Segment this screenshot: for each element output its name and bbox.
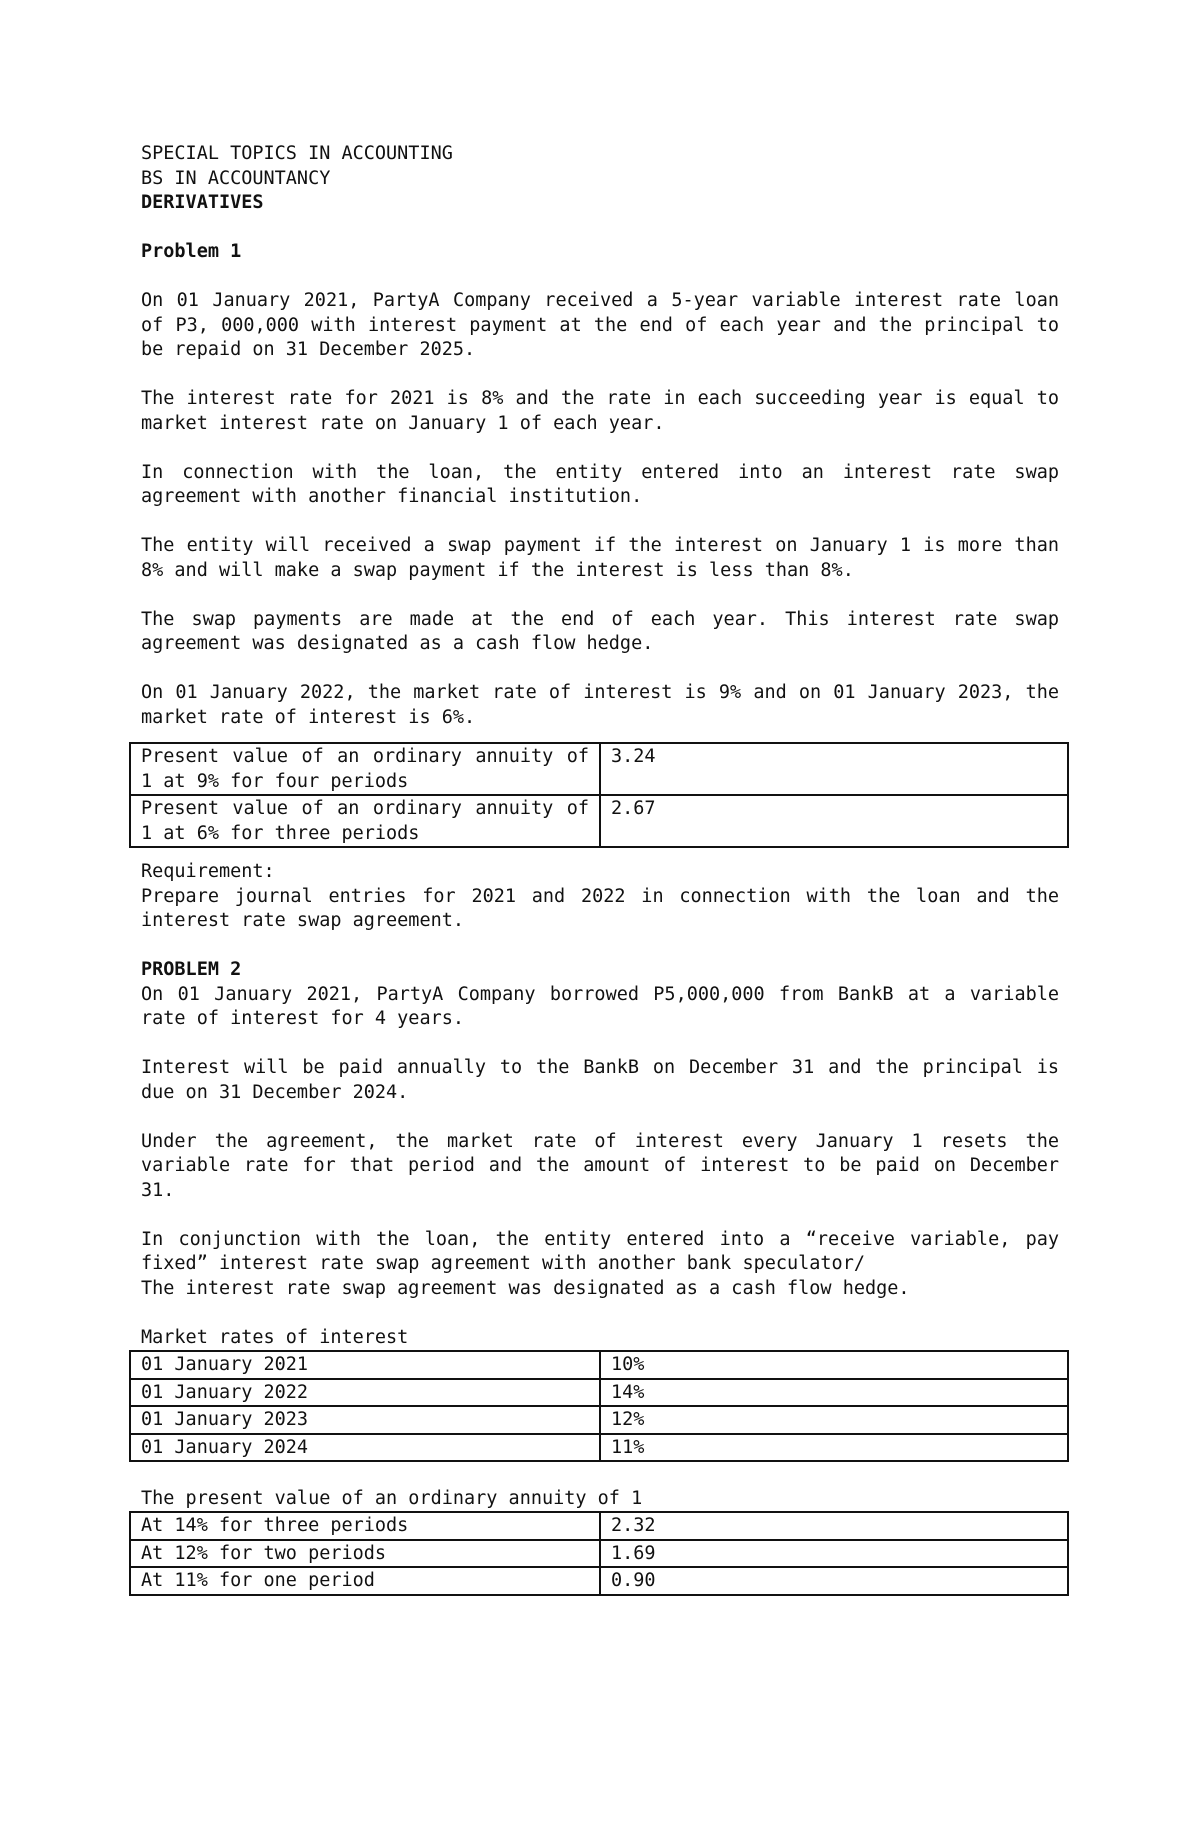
present-value-table: [129, 1511, 1069, 1596]
table-cell-date: 01 January 2022: [130, 1379, 600, 1407]
problem-1-paragraph: The swap payments are made at the end of each year. This interest rate swap agreement was designated as a cash flow hedge.: [141, 608, 1059, 654]
problem-1-paragraph: In connection with the loan, the entity entered into an interest rate swap agreement with another financial institution.: [141, 461, 1059, 507]
problem-2-paragraph: On 01 January 2021, PartyA Company borrowed P5,000,000 from BankB at a variable rate of interest for 4 years.: [141, 983, 1059, 1029]
table-row: [130, 1512, 1068, 1540]
problem-1-paragraph: On 01 January 2022, the market rate of interest is 9% and on 01 January 2023, the market rate of interest is 6%.: [141, 682, 1059, 728]
problem-1-annuity-table: [129, 742, 1069, 848]
table-cell-value: 2.32: [600, 1512, 1068, 1540]
problem-2-paragraph: In conjunction with the loan, the entity entered into a “receive variable, pay fixed” interest rate swap agreement with another bank speculator/: [141, 1228, 1059, 1274]
table-row: [130, 1406, 1068, 1434]
table-row: [130, 1434, 1068, 1462]
table-cell-label: At 12% for two periods: [130, 1540, 600, 1568]
table-cell-rate: 10%: [600, 1351, 1068, 1379]
table-row: [130, 1540, 1068, 1568]
topic-heading: DERIVATIVES: [141, 192, 264, 213]
document-content: [141, 142, 1059, 1596]
table-row: [130, 1379, 1068, 1407]
table-row: [130, 1351, 1068, 1379]
table-cell-rate: 14%: [600, 1379, 1068, 1407]
table-cell-value: 3.24: [600, 743, 1068, 795]
program-name: BS IN ACCOUNTANCY: [141, 167, 331, 189]
requirement-label: Requirement:: [141, 861, 275, 882]
problem-2-title: PROBLEM 2: [141, 959, 242, 980]
present-value-caption: The present value of an ordinary annuity of 1: [141, 1487, 643, 1509]
problem-1-paragraph: The interest rate for 2021 is 8% and the rate in each succeeding year is equal to market interest rate on January 1 of each year.: [141, 388, 1059, 434]
table-cell-label: At 14% for three periods: [130, 1512, 600, 1540]
table-cell-rate: 12%: [600, 1406, 1068, 1434]
market-rates-caption: Market rates of interest: [141, 1326, 409, 1348]
table-cell-date: 01 January 2024: [130, 1434, 600, 1462]
problem-1-paragraph: On 01 January 2021, PartyA Company received a 5-year variable interest rate loan of P3, 000,000 with interest payment at the end of each year and the principal to be repaid on 31 December 2025.: [141, 290, 1059, 360]
table-cell-value: 2.67: [600, 795, 1068, 847]
problem-1-title: Problem 1: [141, 241, 242, 262]
market-rates-table: [129, 1350, 1069, 1462]
table-row: [130, 795, 1068, 847]
table-row: [130, 743, 1068, 795]
requirement-text: Prepare journal entries for 2021 and 2022 in connection with the loan and the interest rate swap agreement.: [141, 885, 1059, 931]
table-cell-date: 01 January 2023: [130, 1406, 600, 1434]
course-title: SPECIAL TOPICS IN ACCOUNTING: [141, 143, 453, 164]
table-cell-label: At 11% for one period: [130, 1567, 600, 1595]
problem-2-paragraph: Under the agreement, the market rate of interest every January 1 resets the variable rate for that period and the amount of interest to be paid on December 31.: [141, 1130, 1059, 1201]
problem-2-paragraph: Interest will be paid annually to the BankB on December 31 and the principal is due on 31 December 2024.: [141, 1057, 1059, 1103]
problem-1-paragraph: The entity will received a swap payment if the interest on January 1 is more than 8% and will make a swap payment if the interest is less than 8%.: [141, 535, 1059, 581]
table-cell-date: 01 January 2021: [130, 1351, 600, 1379]
table-cell-value: 0.90: [600, 1567, 1068, 1595]
table-cell-value: 1.69: [600, 1540, 1068, 1568]
table-cell-rate: 11%: [600, 1434, 1068, 1462]
table-row: [130, 1567, 1068, 1595]
table-cell-label: Present value of an ordinary annuity of 1 at 6% for three periods: [130, 795, 600, 847]
problem-2-paragraph: The interest rate swap agreement was designated as a cash flow hedge.: [141, 1277, 910, 1299]
table-cell-label: Present value of an ordinary annuity of 1 at 9% for four periods: [130, 743, 600, 795]
